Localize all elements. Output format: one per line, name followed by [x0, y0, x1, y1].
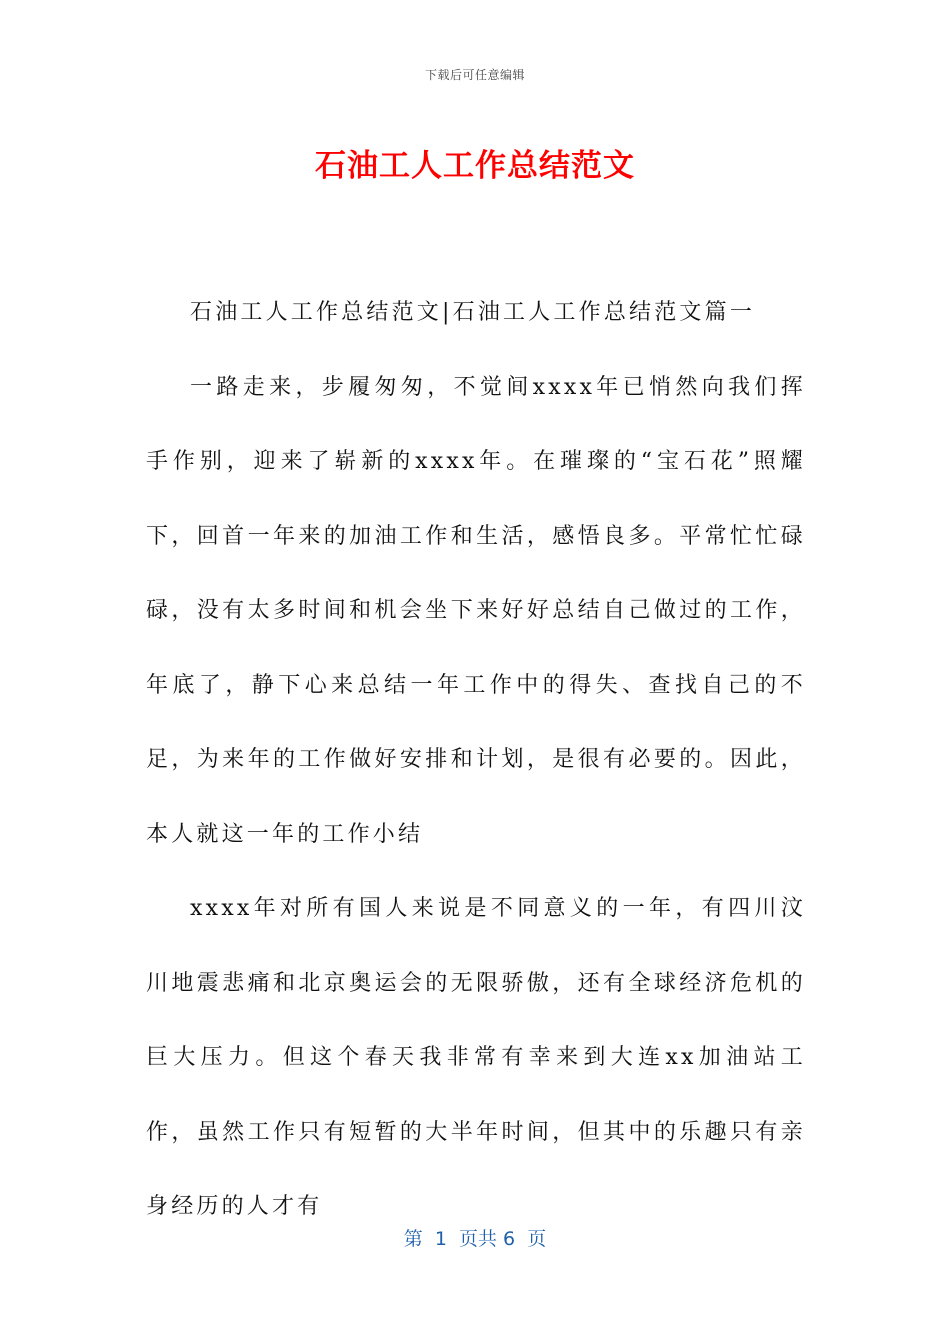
header-note: 下载后可任意编辑 [424, 68, 525, 82]
document-title: 石油工人工作总结范文 [315, 148, 635, 184]
paragraph-2: xxxx年对所有国人来说是不同意义的一年，有四川汶川地震悲痛和北京奥运会的无限骄傲，还有全球经济危机的巨大压力。但这个春天我非常有幸来到大连xx加油站工作，虽然工作只有短暂的大半年时间，但其中的乐趣只有亲身经历的人才有 [146, 896, 806, 1219]
paragraph-1: 一路走来，步履匆匆，不觉间xxxx年已悄然向我们挥手作别，迎来了崭新的xxxx年。在璀璨的“宝石花”照耀下，回首一年来的加油工作和生活，感悟良多。平常忙忙碌碌，没有太多时间和机会坐下来好好总结自己做过的工作，年底了，静下心来总结一年工作中的得失、查找自己的不足，为来年的工作做好安排和计划，是很有必要的。因此，本人就这一年的工作小结 [146, 374, 806, 847]
page-number-footer: 第 1 页共 6 页 [403, 1228, 547, 1250]
paragraph-subtitle: 石油工人工作总结范文|石油工人工作总结范文篇一 [190, 300, 756, 325]
document-body [146, 276, 806, 1245]
